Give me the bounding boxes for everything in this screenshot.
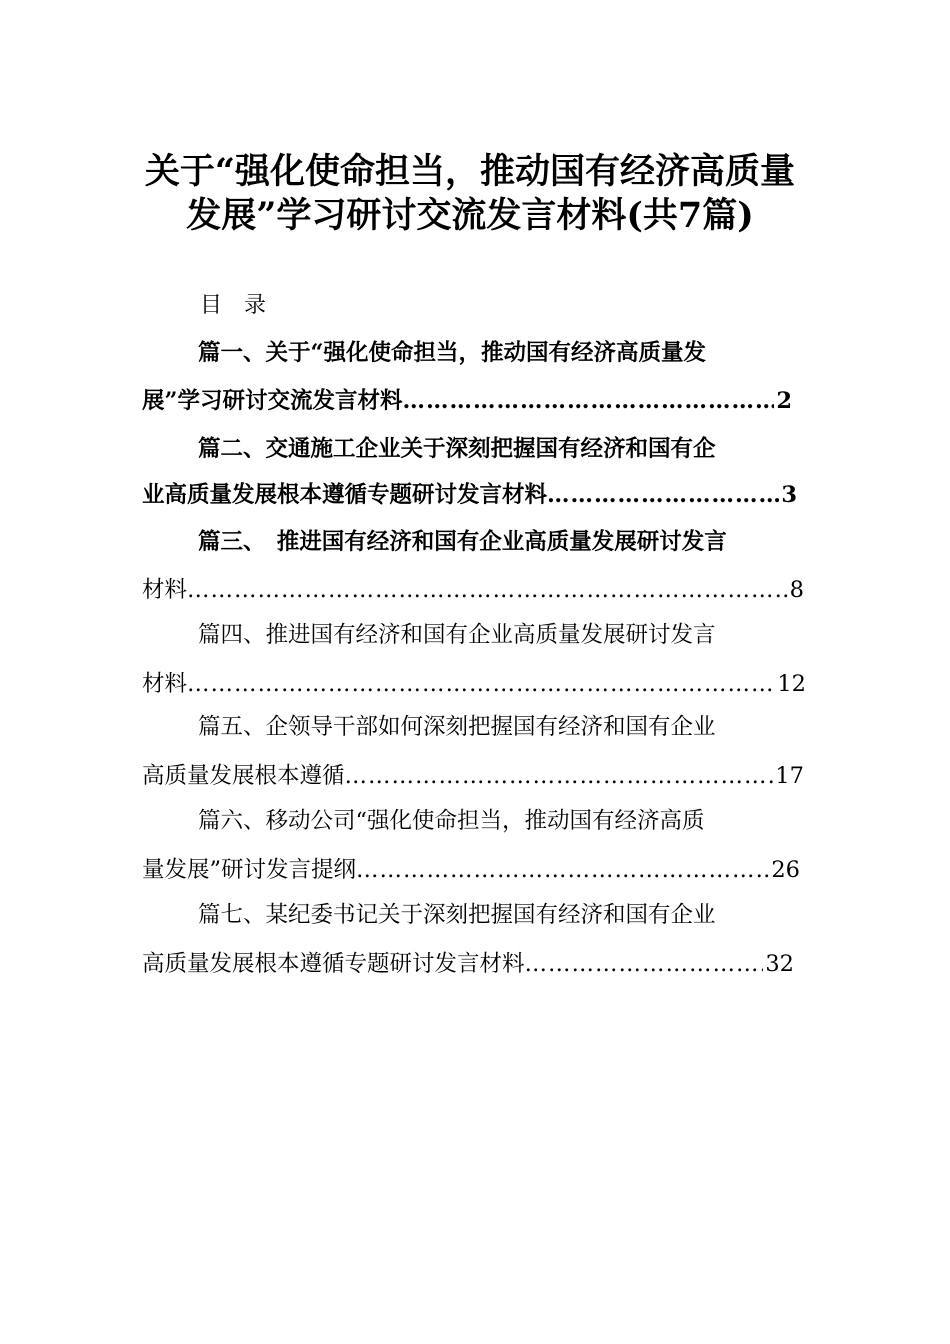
toc-page-number: 17 <box>775 763 804 789</box>
toc-dot-leader <box>187 667 775 701</box>
toc-entry-line1: 篇五、企领导干部如何深刻把握国有经济和国有企业 <box>198 714 716 740</box>
toc-entry-text: 展”学习研讨交流发言材料 <box>142 388 403 414</box>
toc-entry-text: 材料 <box>142 577 188 603</box>
toc-heading: 目 录 <box>200 293 267 318</box>
toc-entry-text: 材料 <box>142 671 188 697</box>
title-line-2: 发展”学习研讨交流发言材料(共7篇) <box>186 195 754 236</box>
toc-entry-text: 高质量发展根本遵循专题研讨发言材料 <box>142 951 525 977</box>
toc-dot-leader <box>356 853 769 887</box>
toc-entry-line2 <box>142 853 800 887</box>
toc-entry-text: 高质量发展根本遵循 <box>142 763 345 789</box>
toc-page-number: 2 <box>776 388 792 414</box>
toc-page-number: 3 <box>781 482 797 508</box>
toc-entry-line2 <box>142 947 794 981</box>
toc-page-number: 12 <box>777 671 806 697</box>
toc-entry-line1: 篇七、某纪委书记关于深刻把握国有经济和国有企业 <box>198 902 716 928</box>
toc-entry-text: 量发展”研讨发言提纲 <box>142 857 357 883</box>
toc-entry-text: 业高质量发展根本遵循专题研讨发言材料 <box>142 482 548 508</box>
toc-entry-line1: 篇六、移动公司“强化使命担当，推动国有经济高质 <box>198 808 705 834</box>
toc-entry-line1: 篇三、 推进国有经济和国有企业高质量发展研讨发言 <box>198 529 727 555</box>
toc-entry-line1: 篇二、交通施工企业关于深刻把握国有经济和国有企 <box>198 436 716 462</box>
toc-entry-line2 <box>142 667 806 701</box>
toc-dot-leader <box>187 573 788 607</box>
toc-dot-leader <box>345 759 774 793</box>
title-line-1: 关于“强化使命担当，推动国有经济高质量 <box>144 151 796 192</box>
toc-entry-line1: 篇一、关于“强化使命担当，推动国有经济高质量发 <box>198 340 706 366</box>
toc-page-number: 26 <box>771 857 800 883</box>
toc-entry-line1: 篇四、推进国有经济和国有企业高质量发展研讨发言 <box>198 622 716 648</box>
toc-entry-line2 <box>142 478 797 512</box>
toc-page-number: 32 <box>765 951 794 977</box>
toc-dot-leader <box>547 478 779 512</box>
toc-dot-leader <box>402 384 774 418</box>
toc-entry-line2 <box>142 573 804 607</box>
toc-page-number: 8 <box>789 577 804 603</box>
toc-entry-line2 <box>142 384 792 418</box>
toc-dot-leader <box>525 947 764 981</box>
toc-entry-line2 <box>142 759 804 793</box>
